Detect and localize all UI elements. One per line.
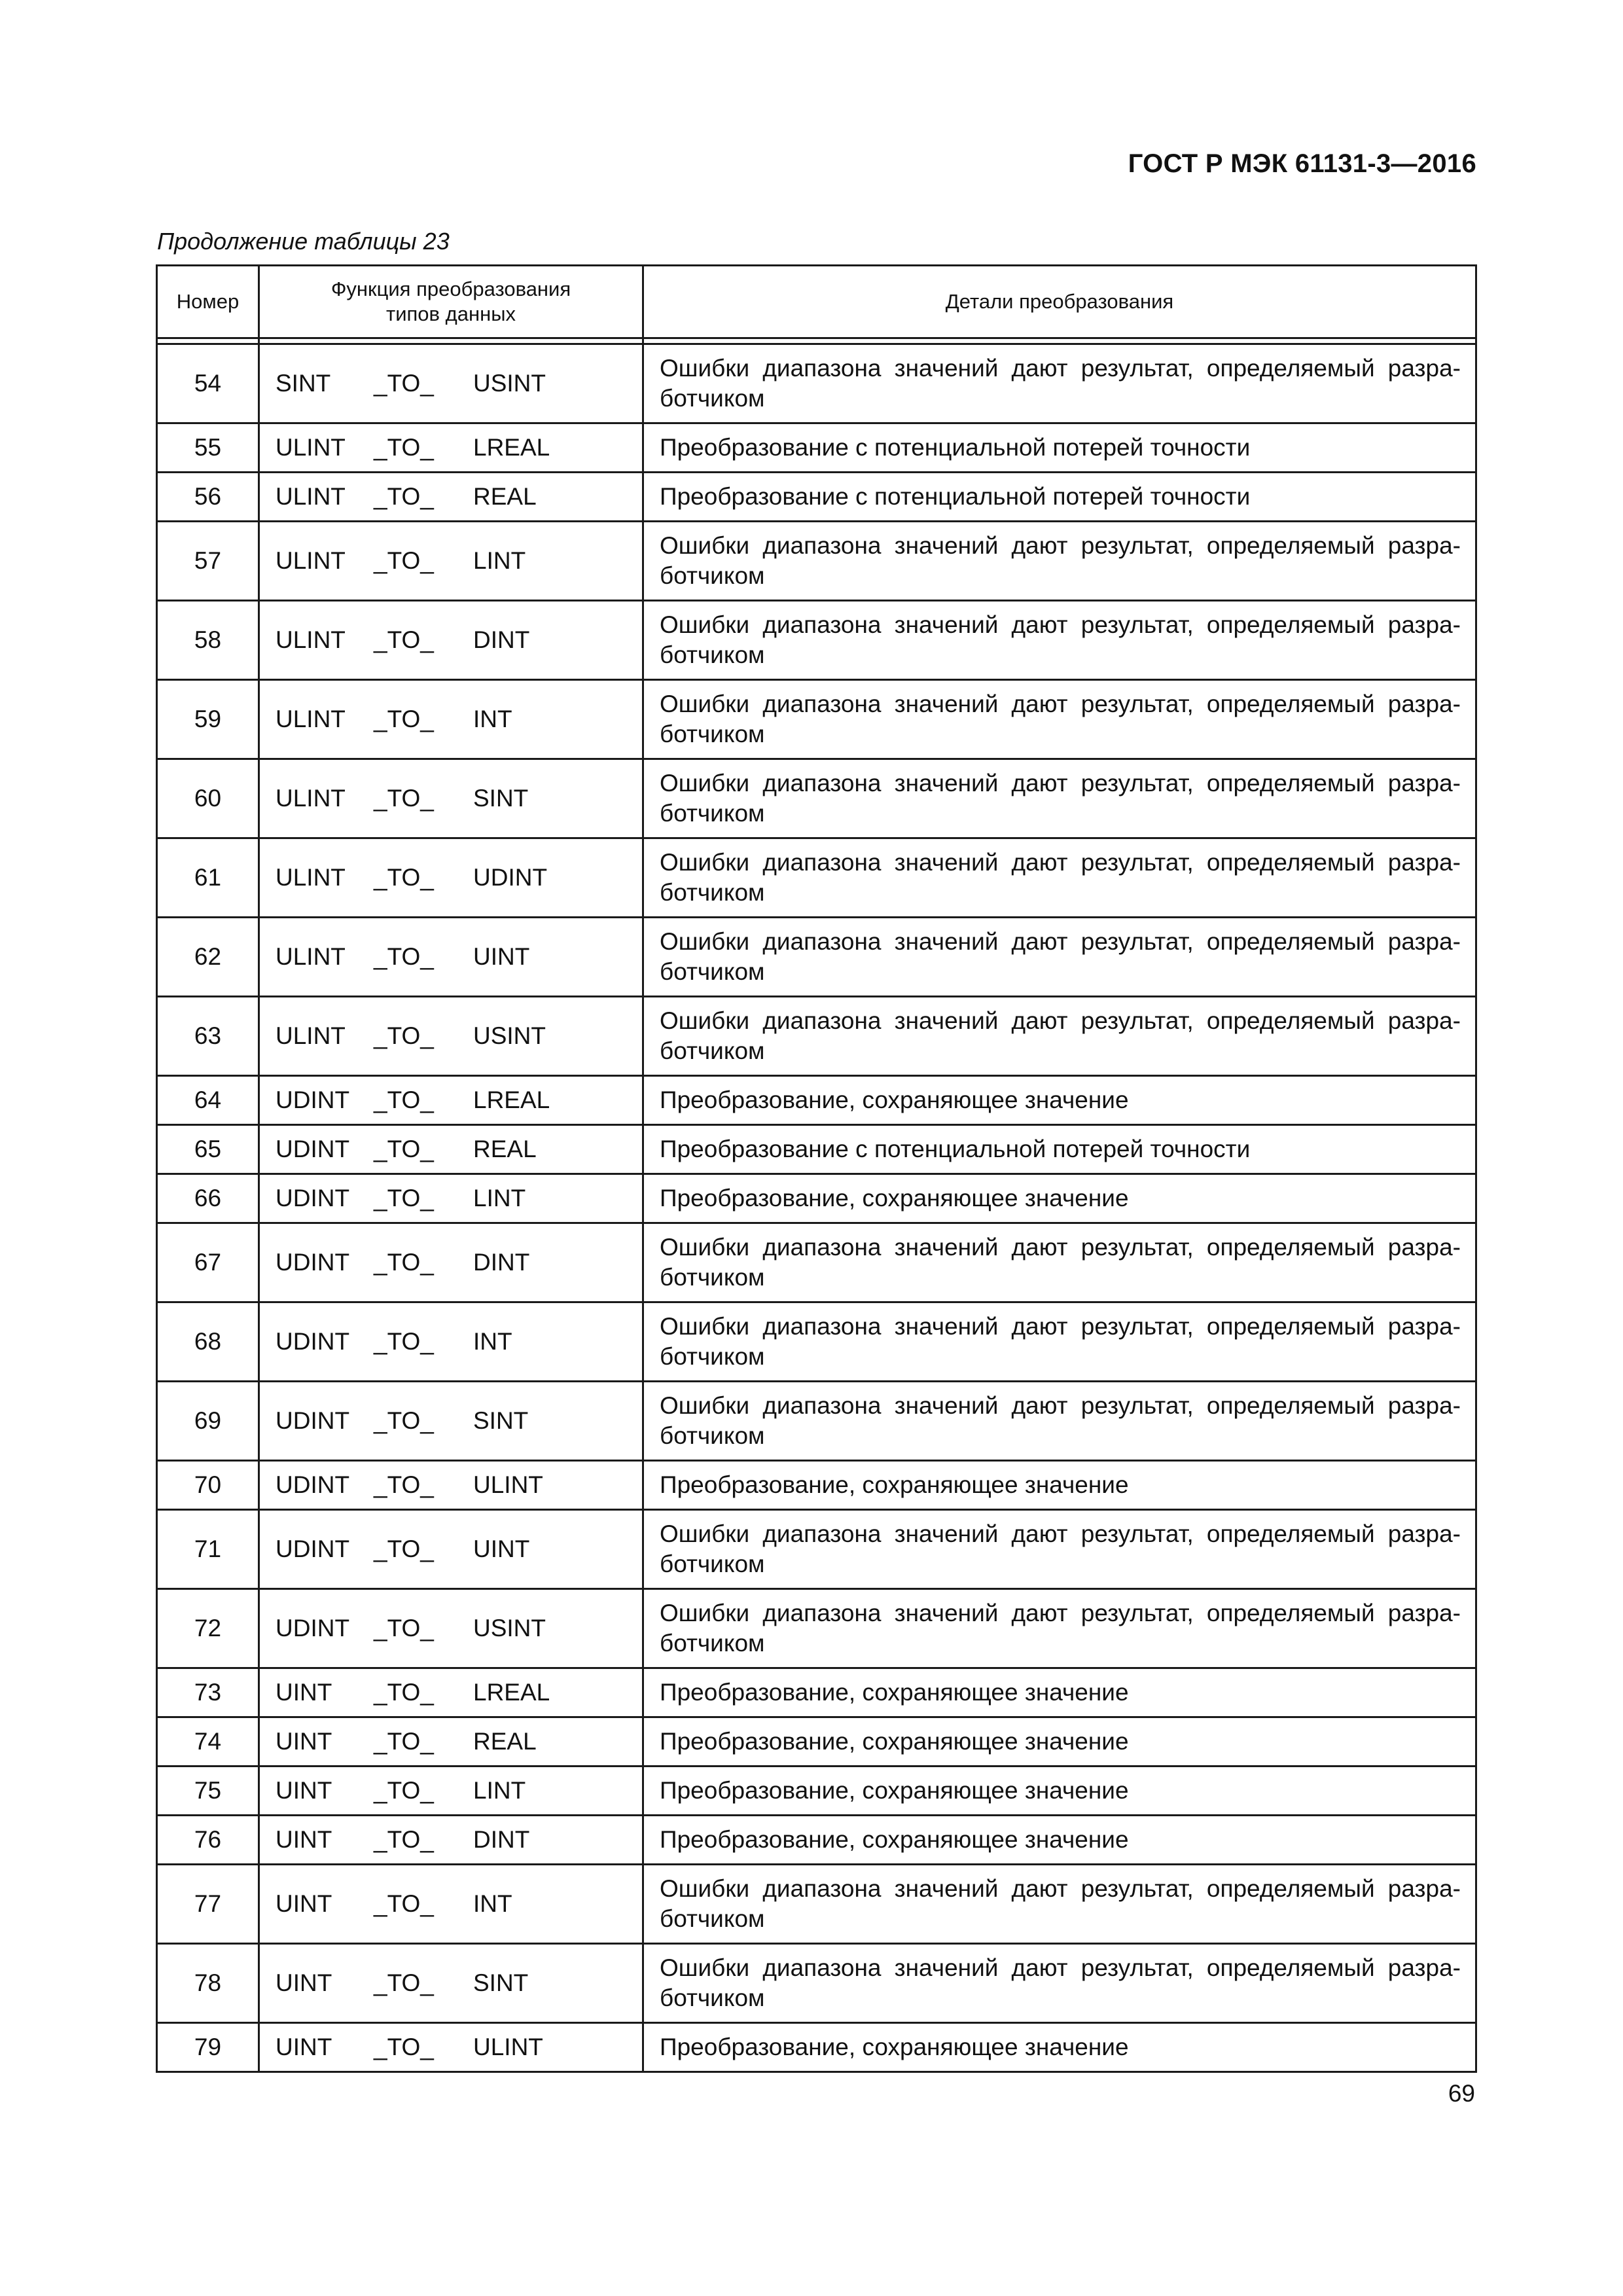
source-type: UINT xyxy=(276,2034,332,2060)
conversion-details xyxy=(643,601,1476,680)
details-line-1: Преобразование с потенциальной потерей точности xyxy=(660,1136,1251,1162)
conversion-function xyxy=(259,1223,643,1302)
table-row xyxy=(157,1510,1476,1589)
conversion-operator: _TO_ xyxy=(374,434,434,461)
table-row xyxy=(157,1125,1476,1174)
conversion-operator: _TO_ xyxy=(374,1328,434,1355)
details-line-1: Преобразование, сохраняющее значение xyxy=(660,1777,1129,1804)
details-line-2: ботчиком xyxy=(660,800,765,827)
conversion-operator: _TO_ xyxy=(374,706,434,732)
conversion-details xyxy=(643,1076,1476,1125)
conversion-table xyxy=(156,264,1477,2073)
conversion-operator: _TO_ xyxy=(374,1185,434,1211)
details-line-1: Ошибки диапазона значений дают результат, определяемый разра- xyxy=(660,928,1461,955)
details-line-2: ботчиком xyxy=(660,385,765,412)
source-type: UDINT xyxy=(276,1535,350,1562)
table-row xyxy=(157,1076,1476,1125)
details-line-2: ботчиком xyxy=(660,1984,765,2011)
details-line-1: Преобразование, сохраняющее значение xyxy=(660,1679,1129,1706)
conversion-function xyxy=(259,1076,643,1125)
conversion-operator: _TO_ xyxy=(374,1407,434,1434)
details-line-2: ботчиком xyxy=(660,879,765,906)
source-type: ULINT xyxy=(276,434,346,461)
source-type: ULINT xyxy=(276,706,346,732)
details-line-2: ботчиком xyxy=(660,1264,765,1291)
conversion-function xyxy=(259,2023,643,2072)
source-type: ULINT xyxy=(276,943,346,970)
header-details: Детали преобразования xyxy=(643,266,1476,338)
target-type: SINT xyxy=(473,785,529,812)
row-number: 68 xyxy=(157,1302,259,1382)
target-type: USINT xyxy=(473,1022,546,1049)
table-row xyxy=(157,1668,1476,1717)
row-number: 71 xyxy=(157,1510,259,1589)
details-line-1: Ошибки диапазона значений дают результат, определяемый разра- xyxy=(660,691,1461,717)
conversion-function xyxy=(259,1461,643,1510)
table-row xyxy=(157,1944,1476,2023)
conversion-details xyxy=(643,423,1476,473)
conversion-function xyxy=(259,1816,643,1865)
conversion-operator: _TO_ xyxy=(374,1777,434,1804)
target-type: LINT xyxy=(473,547,526,574)
target-type: DINT xyxy=(473,1826,530,1853)
conversion-details xyxy=(643,1717,1476,1767)
row-number: 67 xyxy=(157,1223,259,1302)
target-type: DINT xyxy=(473,626,530,653)
target-type: SINT xyxy=(473,1969,529,1996)
source-type: UINT xyxy=(276,1679,332,1706)
table-row xyxy=(157,601,1476,680)
conversion-operator: _TO_ xyxy=(374,1890,434,1917)
standard-header: ГОСТ Р МЭК 61131-3—2016 xyxy=(1128,149,1476,178)
conversion-details xyxy=(643,1668,1476,1717)
conversion-details xyxy=(643,1174,1476,1223)
row-number: 59 xyxy=(157,680,259,759)
conversion-function xyxy=(259,423,643,473)
source-type: UDINT xyxy=(276,1249,350,1276)
conversion-function xyxy=(259,838,643,918)
target-type: INT xyxy=(473,1328,512,1355)
details-line-1: Преобразование, сохраняющее значение xyxy=(660,1728,1129,1755)
details-line-2: ботчиком xyxy=(660,1630,765,1657)
row-number: 76 xyxy=(157,1816,259,1865)
header-function xyxy=(259,266,643,338)
row-number: 74 xyxy=(157,1717,259,1767)
conversion-details xyxy=(643,1865,1476,1944)
page-number: 69 xyxy=(1448,2080,1475,2107)
table-caption: Продолжение таблицы 23 xyxy=(157,228,450,255)
conversion-operator: _TO_ xyxy=(374,1471,434,1498)
details-line-2: ботчиком xyxy=(660,1905,765,1932)
conversion-operator: _TO_ xyxy=(374,370,434,397)
conversion-operator: _TO_ xyxy=(374,1615,434,1641)
conversion-function xyxy=(259,1668,643,1717)
conversion-operator: _TO_ xyxy=(374,864,434,891)
conversion-function xyxy=(259,1302,643,1382)
conversion-operator: _TO_ xyxy=(374,1679,434,1706)
target-type: REAL xyxy=(473,483,537,510)
conversion-function xyxy=(259,1125,643,1174)
conversion-function xyxy=(259,759,643,838)
source-type: UINT xyxy=(276,1777,332,1804)
details-line-2: ботчиком xyxy=(660,1037,765,1064)
conversion-operator: _TO_ xyxy=(374,1535,434,1562)
target-type: USINT xyxy=(473,1615,546,1641)
table-row xyxy=(157,2023,1476,2072)
table-row xyxy=(157,1174,1476,1223)
source-type: ULINT xyxy=(276,547,346,574)
row-number: 77 xyxy=(157,1865,259,1944)
row-number: 60 xyxy=(157,759,259,838)
conversion-operator: _TO_ xyxy=(374,483,434,510)
details-line-1: Ошибки диапазона значений дают результат, определяемый разра- xyxy=(660,355,1461,382)
row-number: 61 xyxy=(157,838,259,918)
details-line-1: Преобразование с потенциальной потерей точности xyxy=(660,434,1251,461)
source-type: UDINT xyxy=(276,1185,350,1211)
table-row xyxy=(157,522,1476,601)
details-line-2: ботчиком xyxy=(660,1551,765,1577)
details-line-2: ботчиком xyxy=(660,1422,765,1449)
table-row xyxy=(157,997,1476,1076)
source-type: UINT xyxy=(276,1826,332,1853)
table-header-row xyxy=(157,266,1476,338)
details-line-1: Преобразование, сохраняющее значение xyxy=(660,2034,1129,2060)
target-type: UDINT xyxy=(473,864,548,891)
conversion-details xyxy=(643,1382,1476,1461)
details-line-1: Ошибки диапазона значений дают результат, определяемый разра- xyxy=(660,770,1461,797)
details-line-1: Преобразование, сохраняющее значение xyxy=(660,1185,1129,1211)
row-number: 64 xyxy=(157,1076,259,1125)
row-number: 62 xyxy=(157,918,259,997)
conversion-details xyxy=(643,2023,1476,2072)
source-type: UINT xyxy=(276,1969,332,1996)
conversion-function xyxy=(259,1944,643,2023)
conversion-operator: _TO_ xyxy=(374,1086,434,1113)
table-row xyxy=(157,838,1476,918)
conversion-details xyxy=(643,473,1476,522)
conversion-function xyxy=(259,522,643,601)
target-type: LREAL xyxy=(473,1679,550,1706)
conversion-function xyxy=(259,1865,643,1944)
row-number: 79 xyxy=(157,2023,259,2072)
details-line-1: Ошибки диапазона значений дают результат, определяемый разра- xyxy=(660,611,1461,638)
source-type: ULINT xyxy=(276,785,346,812)
conversion-details xyxy=(643,918,1476,997)
header-function-line-1: Функция преобразования xyxy=(330,278,571,300)
details-line-1: Ошибки диапазона значений дают результат, определяемый разра- xyxy=(660,1600,1461,1626)
target-type: INT xyxy=(473,706,512,732)
table-row xyxy=(157,759,1476,838)
conversion-operator: _TO_ xyxy=(374,1728,434,1755)
conversion-details xyxy=(643,1125,1476,1174)
table-row xyxy=(157,423,1476,473)
conversion-details xyxy=(643,1461,1476,1510)
conversion-function xyxy=(259,601,643,680)
conversion-function xyxy=(259,1510,643,1589)
conversion-function xyxy=(259,1767,643,1816)
conversion-operator: _TO_ xyxy=(374,1249,434,1276)
conversion-operator: _TO_ xyxy=(374,785,434,812)
conversion-function xyxy=(259,1382,643,1461)
target-type: LINT xyxy=(473,1777,526,1804)
target-type: USINT xyxy=(473,370,546,397)
conversion-details xyxy=(643,1767,1476,1816)
conversion-details xyxy=(643,680,1476,759)
details-line-1: Ошибки диапазона значений дают результат, определяемый разра- xyxy=(660,1954,1461,1981)
conversion-function xyxy=(259,918,643,997)
row-number: 78 xyxy=(157,1944,259,2023)
target-type: LINT xyxy=(473,1185,526,1211)
row-number: 63 xyxy=(157,997,259,1076)
table-body xyxy=(157,344,1476,2072)
table-row xyxy=(157,1382,1476,1461)
table-row xyxy=(157,1865,1476,1944)
row-number: 57 xyxy=(157,522,259,601)
details-line-1: Ошибки диапазона значений дают результат, определяемый разра- xyxy=(660,532,1461,559)
details-line-1: Ошибки диапазона значений дают результат, определяемый разра- xyxy=(660,1392,1461,1419)
details-line-1: Преобразование, сохраняющее значение xyxy=(660,1086,1129,1113)
row-number: 65 xyxy=(157,1125,259,1174)
source-type: ULINT xyxy=(276,626,346,653)
row-number: 54 xyxy=(157,344,259,423)
source-type: UDINT xyxy=(276,1328,350,1355)
row-number: 55 xyxy=(157,423,259,473)
row-number: 75 xyxy=(157,1767,259,1816)
target-type: REAL xyxy=(473,1728,537,1755)
conversion-operator: _TO_ xyxy=(374,547,434,574)
conversion-function xyxy=(259,344,643,423)
conversion-operator: _TO_ xyxy=(374,1136,434,1162)
target-type: REAL xyxy=(473,1136,537,1162)
target-type: INT xyxy=(473,1890,512,1917)
details-line-1: Ошибки диапазона значений дают результат, определяемый разра- xyxy=(660,1234,1461,1261)
details-line-1: Преобразование с потенциальной потерей точности xyxy=(660,483,1251,510)
details-line-2: ботчиком xyxy=(660,958,765,985)
source-type: ULINT xyxy=(276,483,346,510)
details-line-2: ботчиком xyxy=(660,721,765,747)
conversion-details xyxy=(643,1510,1476,1589)
source-type: ULINT xyxy=(276,864,346,891)
header-gap xyxy=(157,338,1476,344)
table-row xyxy=(157,1767,1476,1816)
conversion-details xyxy=(643,997,1476,1076)
target-type: DINT xyxy=(473,1249,530,1276)
details-line-1: Ошибки диапазона значений дают результат, определяемый разра- xyxy=(660,1313,1461,1340)
table-row xyxy=(157,1302,1476,1382)
conversion-operator: _TO_ xyxy=(374,1826,434,1853)
target-type: ULINT xyxy=(473,2034,543,2060)
row-number: 70 xyxy=(157,1461,259,1510)
row-number: 73 xyxy=(157,1668,259,1717)
table-row xyxy=(157,344,1476,423)
table-row xyxy=(157,1461,1476,1510)
details-line-1: Преобразование, сохраняющее значение xyxy=(660,1826,1129,1853)
target-type: ULINT xyxy=(473,1471,543,1498)
conversion-function xyxy=(259,997,643,1076)
conversion-function xyxy=(259,473,643,522)
row-number: 56 xyxy=(157,473,259,522)
conversion-details xyxy=(643,344,1476,423)
source-type: UDINT xyxy=(276,1615,350,1641)
conversion-function xyxy=(259,1589,643,1668)
conversion-details xyxy=(643,1223,1476,1302)
row-number: 66 xyxy=(157,1174,259,1223)
source-type: UDINT xyxy=(276,1407,350,1434)
details-line-1: Преобразование, сохраняющее значение xyxy=(660,1471,1129,1498)
conversion-details xyxy=(643,838,1476,918)
header-number: Номер xyxy=(157,266,259,338)
source-type: ULINT xyxy=(276,1022,346,1049)
source-type: SINT xyxy=(276,370,331,397)
conversion-details xyxy=(643,759,1476,838)
conversion-details xyxy=(643,1589,1476,1668)
conversion-function xyxy=(259,1717,643,1767)
row-number: 58 xyxy=(157,601,259,680)
table-row xyxy=(157,1223,1476,1302)
target-type: LREAL xyxy=(473,1086,550,1113)
target-type: UINT xyxy=(473,1535,530,1562)
table-row xyxy=(157,1717,1476,1767)
conversion-operator: _TO_ xyxy=(374,1022,434,1049)
conversion-operator: _TO_ xyxy=(374,626,434,653)
conversion-operator: _TO_ xyxy=(374,2034,434,2060)
table-row xyxy=(157,473,1476,522)
conversion-details xyxy=(643,1816,1476,1865)
details-line-1: Ошибки диапазона значений дают результат, определяемый разра- xyxy=(660,1520,1461,1547)
conversion-details xyxy=(643,1302,1476,1382)
table-row xyxy=(157,1589,1476,1668)
conversion-details xyxy=(643,522,1476,601)
header-function-line-2: типов данных xyxy=(386,302,516,325)
target-type: SINT xyxy=(473,1407,529,1434)
conversion-operator: _TO_ xyxy=(374,943,434,970)
details-line-1: Ошибки диапазона значений дают результат, определяемый разра- xyxy=(660,849,1461,876)
details-line-2: ботчиком xyxy=(660,641,765,668)
row-number: 72 xyxy=(157,1589,259,1668)
source-type: UINT xyxy=(276,1890,332,1917)
table-row xyxy=(157,680,1476,759)
target-type: LREAL xyxy=(473,434,550,461)
conversion-function xyxy=(259,1174,643,1223)
source-type: UDINT xyxy=(276,1086,350,1113)
source-type: UDINT xyxy=(276,1136,350,1162)
conversion-operator: _TO_ xyxy=(374,1969,434,1996)
row-number: 69 xyxy=(157,1382,259,1461)
target-type: UINT xyxy=(473,943,530,970)
details-line-2: ботчиком xyxy=(660,562,765,589)
source-type: UINT xyxy=(276,1728,332,1755)
conversion-function xyxy=(259,680,643,759)
details-line-1: Ошибки диапазона значений дают результат, определяемый разра- xyxy=(660,1007,1461,1034)
source-type: UDINT xyxy=(276,1471,350,1498)
table-row xyxy=(157,918,1476,997)
table-row xyxy=(157,1816,1476,1865)
details-line-1: Ошибки диапазона значений дают результат, определяемый разра- xyxy=(660,1875,1461,1902)
details-line-2: ботчиком xyxy=(660,1343,765,1370)
conversion-details xyxy=(643,1944,1476,2023)
